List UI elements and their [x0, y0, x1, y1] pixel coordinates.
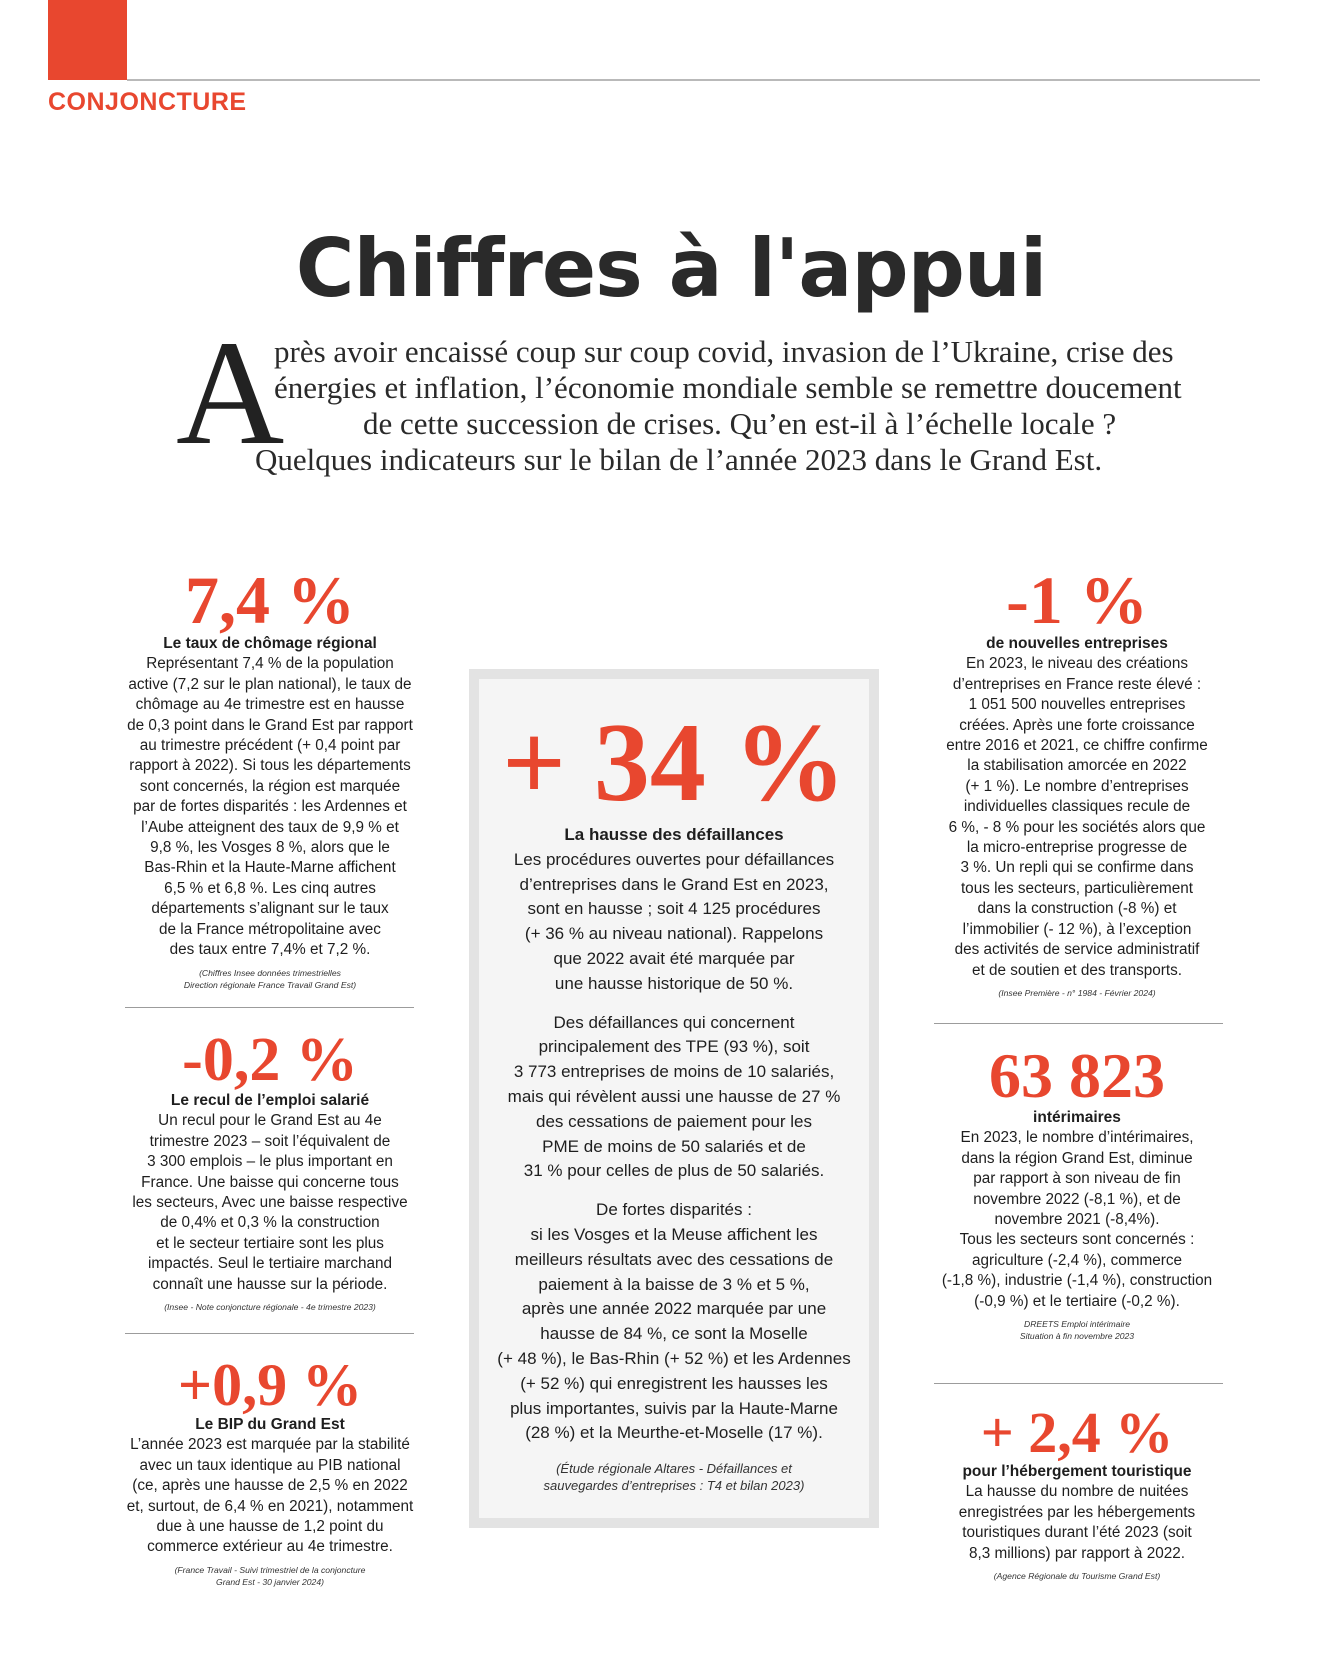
stat-text: La hausse du nombre de nuitées enregistrées par les hébergements touristiques durant l’été 2023 (soit 8,3 millions) par rapport à 2022.	[958, 1483, 1196, 1562]
stat-source: (Agence Régionale du Tourisme Grand Est)	[993, 1571, 1161, 1582]
stat-source: (Insee - Note conjoncture régionale - 4e trimestre 2023)	[164, 1302, 376, 1313]
stat-block-tourism	[932, 1400, 1222, 1582]
paragraph: Les procédures ouvertes pour défaillances d’entreprises dans le Grand Est en 2023, sont en hausse ; soit 4 125 procédures (+ 36 % au niveau national). Rappelons que 2022 avait été marquée par une hausse historique de 50 %.	[513, 849, 835, 993]
header-rule	[127, 79, 1260, 81]
paragraph: De fortes disparités : si les Vosges et la Meuse affichent les meilleurs résultats avec des cessations de paiement à la baisse de 3 % et 5 %, après une année 2022 marquée par une hausse de 84 %, ce sont la Moselle (+ 48 %), le Bas-Rhin (+ 52 %) et les Ardennes (+ 52 %) qui enregistrent les hausses les plus importantes, suivis par la Haute-Marne (28 %) et la Meurthe-et-Moselle (17 %).	[497, 1200, 851, 1443]
stat-text: En 2023, le niveau des créations d’entreprises en France reste élevé : 1 051 500 nouvelles entreprises créées. Après une forte croissance entre 2016 et 2021, ce chiffre confirme la stabilisation amorcée en 2022 (+ 1 %). Le nombre d’entreprises individuelles classiques recule de 6 %, - 8 % pour les sociétés alors que la micro-entreprise progresse de 3 %. Un repli qui se confirme dans tous les secteurs, particulièrement dans la construction (-8 %) et l’immobilier (- 12 %), à l’exception des activités de service administratif et de soutien et des transports.	[946, 655, 1208, 979]
section-label: CONJONCTURE	[48, 88, 247, 116]
stat-block-new-companies	[932, 562, 1222, 999]
intro-dropcap: A	[176, 310, 285, 476]
stat-heading: La hausse des défaillances	[564, 825, 784, 844]
divider	[125, 1333, 414, 1334]
stat-source: (France Travail - Suivi trimestriel de la conjoncture Grand Est - 30 janvier 2024)	[174, 1564, 366, 1587]
stat-heading: pour l’hébergement touristique	[962, 1463, 1192, 1480]
stat-heading: Le BIP du Grand Est	[195, 1416, 345, 1433]
stat-block-gdp	[125, 1352, 415, 1588]
intro-line: de cette succession de crises. Qu’en est-il à l’échelle locale ?	[363, 406, 1117, 441]
stat-value: 7,4 %	[185, 562, 355, 638]
divider	[934, 1383, 1223, 1384]
stat-value: -1 %	[1006, 562, 1148, 638]
intro-line: près avoir encaissé coup sur coup covid, invasion de l’Ukraine, crise des	[274, 334, 1174, 369]
stat-block-unemployment	[125, 562, 415, 991]
stat-source: (Chiffres Insee données trimestrielles Direction régionale France Travail Grand Est)	[183, 967, 357, 990]
feature-box-failures	[469, 669, 879, 1528]
divider	[934, 1023, 1223, 1024]
stat-value: + 34 %	[502, 701, 846, 825]
stat-text: L’année 2023 est marquée par la stabilité avec un taux identique au PIB national (ce, après une hausse de 2,5 % en 2022 et, surtout, de 6,4 % en 2021), notamment due à une hausse de 1,2 point du commerce extérieur au 4e trimestre.	[126, 1436, 414, 1556]
divider	[125, 1007, 414, 1008]
stat-source: DREETS Emploi intérimaire Situation à fin novembre 2023	[1019, 1319, 1135, 1342]
stat-value: -0,2 %	[182, 1026, 358, 1094]
section-color-block	[48, 0, 127, 80]
stat-heading: de nouvelles entreprises	[986, 635, 1168, 652]
stat-heading: Le recul de l’emploi salarié	[170, 1092, 370, 1109]
page-title: Chiffres à l'appui	[295, 222, 1047, 315]
stat-source: (Étude régionale Altares - Défaillances et sauvegardes d’entreprises : T4 et bilan 2023)	[543, 1461, 805, 1494]
stat-block-employment	[125, 1026, 415, 1313]
stat-source: (Insee Première - n° 1984 - Février 2024)	[998, 987, 1156, 998]
stat-value: +0,9 %	[177, 1352, 363, 1418]
stat-value: + 2,4 %	[980, 1400, 1174, 1465]
stat-block-temp-workers	[932, 1040, 1222, 1342]
intro-line: énergies et inflation, l’économie mondiale semble se remettre doucement	[274, 370, 1182, 405]
intro-line: Quelques indicateurs sur le bilan de l’année 2023 dans le Grand Est.	[255, 442, 1103, 477]
stat-text: En 2023, le nombre d’intérimaires, dans la région Grand Est, diminue par rapport à son niveau de fin novembre 2022 (-8,1 %), et de novembre 2021 (-8,4%). Tous les secteurs sont concernés : agriculture (-2,4 %), commerce (-1,8 %), industrie (-1,4 %), construction (-0,9 %) et le tertiaire (-0,2 %).	[941, 1129, 1213, 1310]
stat-value: 63 823	[989, 1040, 1165, 1111]
stat-heading: Le taux de chômage régional	[163, 635, 377, 652]
stat-heading: intérimaires	[1033, 1109, 1121, 1126]
stat-text: Un recul pour le Grand Est au 4e trimestre 2023 – soit l’équivalent de 3 300 emplois – le plus important en France. Une baisse qui concerne tous les secteurs, Avec une baisse respective de 0,4% et 0,3 % la construction et le secteur tertiaire sont les plus impactés. Seul le tertiaire marchand connaît une hausse sur la période.	[132, 1112, 408, 1293]
stat-text: Représentant 7,4 % de la population active (7,2 sur le plan national), le taux de chômage au 4e trimestre est en hausse de 0,3 point dans le Grand Est par rapport au trimestre précédent (+ 0,4 point par rapport à 2022). Si tous les départements sont concernés, la région est marquée par de fortes disparités : les Ardennes et l’Aube atteignent des taux de 9,9 % et 9,8 %, les Vosges 8 %, alors que le Bas-Rhin et la Haute-Marne affichent 6,5 % et 6,8 %. Les cinq autres départements s’alignant sur le taux de la France métropolitaine avec des taux entre 7,4% et 7,2 %.	[127, 655, 413, 959]
paragraph: Des défaillances qui concernent principalement des TPE (93 %), soit 3 773 entreprises de moins de 10 salariés, mais qui révèlent aussi une hausse de 27 % des cessations de paiement pour les PME de moins de 50 salariés et de 31 % pour celles de plus de 50 salariés.	[507, 1012, 841, 1181]
